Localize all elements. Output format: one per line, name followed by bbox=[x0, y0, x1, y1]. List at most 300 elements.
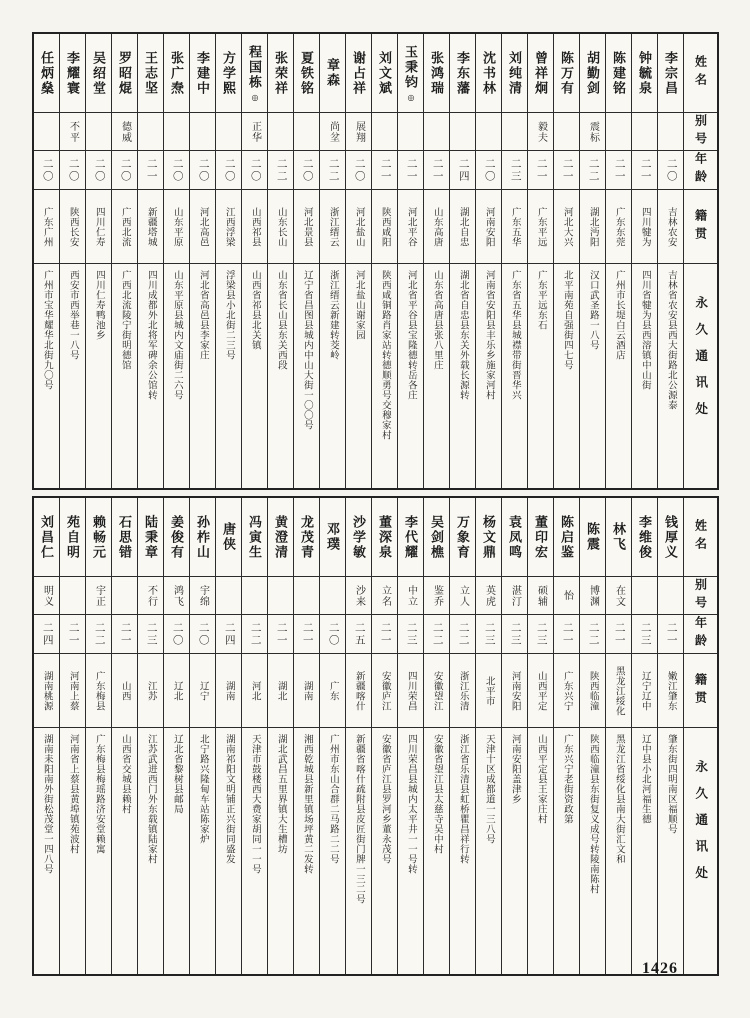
person-address: 天津市鼓楼西大费家胡同一一号 bbox=[249, 734, 260, 874]
person-address: 安徽省庐江县罗河乡董永茂号 bbox=[379, 734, 390, 864]
person-origin: 广东广州 bbox=[41, 206, 52, 247]
person-alias: 硕辅 bbox=[535, 584, 547, 607]
person-address-cell bbox=[528, 727, 553, 974]
person-age-cell bbox=[216, 150, 241, 189]
person-age: 二〇 bbox=[197, 157, 209, 183]
person-age-cell bbox=[554, 614, 579, 653]
person-age-cell bbox=[112, 150, 137, 189]
person-alias-cell bbox=[112, 112, 137, 150]
person-origin: 湖南 bbox=[223, 680, 234, 701]
person-origin-cell bbox=[606, 189, 631, 263]
person-address-cell bbox=[398, 727, 423, 974]
person-origin-cell bbox=[112, 653, 137, 727]
person-name: 张鸿瑞 bbox=[429, 50, 444, 96]
person-origin: 四川仁寿 bbox=[93, 206, 104, 247]
person-age-cell bbox=[528, 614, 553, 653]
person-alias-cell bbox=[580, 576, 605, 614]
person-age-cell bbox=[294, 614, 319, 653]
person-address-cell bbox=[372, 727, 397, 974]
person-alias-cell bbox=[242, 576, 267, 614]
bottom-registry-table bbox=[32, 496, 719, 976]
person-origin: 江苏 bbox=[145, 680, 156, 701]
person-alias-cell bbox=[450, 576, 475, 614]
person-name-cell bbox=[112, 498, 137, 576]
person-column bbox=[501, 498, 527, 974]
header-origin-label-cell bbox=[684, 189, 717, 263]
person-name: 张荣祥 bbox=[273, 50, 288, 96]
person-origin: 陕西长安 bbox=[67, 206, 78, 247]
header-origin-label-cell bbox=[684, 653, 717, 727]
person-name-cell bbox=[242, 34, 267, 112]
person-age-cell bbox=[86, 150, 111, 189]
person-address-cell bbox=[86, 263, 111, 488]
person-column bbox=[371, 34, 397, 488]
person-origin-cell bbox=[190, 189, 215, 263]
person-address-cell bbox=[138, 263, 163, 488]
person-age: 二一 bbox=[665, 621, 677, 647]
person-alias-cell bbox=[398, 112, 423, 150]
person-age-cell bbox=[190, 614, 215, 653]
page-number: 1426 bbox=[642, 960, 678, 977]
person-origin-cell bbox=[86, 189, 111, 263]
person-age-cell bbox=[476, 150, 501, 189]
person-age-cell bbox=[320, 150, 345, 189]
person-address: 汉口武圣路一八号 bbox=[587, 270, 598, 350]
person-origin-cell bbox=[294, 189, 319, 263]
person-alias-cell bbox=[190, 576, 215, 614]
person-address: 广东梅县梅瑶路济安堂赖寓 bbox=[93, 734, 104, 854]
person-origin-cell bbox=[528, 653, 553, 727]
person-age-cell bbox=[112, 614, 137, 653]
header-origin-label: 籍贯 bbox=[693, 208, 708, 245]
person-address-cell bbox=[60, 263, 85, 488]
person-name-cell bbox=[242, 498, 267, 576]
person-origin: 北平市 bbox=[483, 675, 494, 706]
person-name: 吴剑樵 bbox=[429, 514, 444, 560]
person-origin: 河北 bbox=[249, 680, 260, 701]
person-name: 任炳燊 bbox=[39, 50, 54, 96]
person-age-cell bbox=[528, 150, 553, 189]
person-origin-cell bbox=[424, 653, 449, 727]
person-name-cell bbox=[658, 34, 683, 112]
person-origin-cell bbox=[320, 653, 345, 727]
person-address: 湖南耒阳南外街松茂堂一四八号 bbox=[41, 734, 52, 874]
person-name: 陈启鉴 bbox=[559, 514, 574, 560]
person-address: 江苏武进西门外东载镇陆家村 bbox=[145, 734, 156, 864]
person-alias-cell bbox=[86, 112, 111, 150]
person-origin: 山东高唐 bbox=[431, 206, 442, 247]
person-address: 河南省安阳县丰乐乡施家河村 bbox=[483, 270, 494, 400]
person-age-cell bbox=[268, 614, 293, 653]
person-column bbox=[319, 498, 345, 974]
person-age: 二二 bbox=[275, 157, 287, 183]
person-name-cell bbox=[60, 498, 85, 576]
person-name: 刘文斌 bbox=[377, 50, 392, 96]
header-age-label: 年龄 bbox=[693, 616, 708, 652]
person-name: 刘昌仁 bbox=[39, 514, 54, 560]
person-name: 石思错 bbox=[117, 514, 132, 560]
person-age: 二五 bbox=[353, 621, 365, 647]
header-address-label: 永久通讯处 bbox=[693, 760, 708, 893]
person-origin: 四川犍为 bbox=[639, 206, 650, 247]
person-column bbox=[137, 34, 163, 488]
person-alias-cell bbox=[320, 112, 345, 150]
person-column bbox=[345, 34, 371, 488]
person-address: 北平南苑自强街四七号 bbox=[561, 270, 572, 370]
person-origin-cell bbox=[502, 189, 527, 263]
person-name-cell bbox=[346, 498, 371, 576]
person-alias-cell bbox=[60, 576, 85, 614]
person-origin-cell bbox=[112, 189, 137, 263]
person-age-cell bbox=[606, 614, 631, 653]
person-age-cell bbox=[450, 614, 475, 653]
person-name: 龙茂青 bbox=[299, 514, 314, 560]
person-origin: 江西浮梁 bbox=[223, 206, 234, 247]
person-age-cell bbox=[476, 614, 501, 653]
person-address: 浙江缙云新建转茭岭 bbox=[327, 270, 338, 360]
person-origin: 辽宁 bbox=[197, 680, 208, 701]
person-age: 二一 bbox=[405, 157, 417, 183]
person-origin-cell bbox=[554, 189, 579, 263]
person-name: 沈书林 bbox=[481, 50, 496, 96]
person-name: 李建中 bbox=[195, 50, 210, 96]
person-name-cell bbox=[294, 34, 319, 112]
person-name: 万象育 bbox=[455, 514, 470, 560]
person-column bbox=[163, 34, 189, 488]
person-column bbox=[371, 498, 397, 974]
person-address-cell bbox=[60, 727, 85, 974]
person-origin: 四川荣昌 bbox=[405, 670, 416, 711]
person-origin: 湖南桃源 bbox=[41, 670, 52, 711]
person-origin-cell bbox=[424, 189, 449, 263]
person-alias: 不行 bbox=[145, 584, 157, 607]
person-column bbox=[475, 34, 501, 488]
person-name: 李维俊 bbox=[637, 514, 652, 560]
person-age: 二三 bbox=[509, 621, 521, 647]
person-name-cell bbox=[502, 34, 527, 112]
person-age: 二三 bbox=[639, 621, 651, 647]
person-origin: 湖北沔阳 bbox=[587, 206, 598, 247]
person-alias-cell bbox=[658, 112, 683, 150]
person-address-cell bbox=[86, 727, 111, 974]
person-origin: 吉林农安 bbox=[665, 206, 676, 247]
person-name: 沙学敏 bbox=[351, 514, 366, 560]
person-age-cell bbox=[138, 614, 163, 653]
person-alias-cell bbox=[268, 576, 293, 614]
person-column bbox=[475, 498, 501, 974]
person-address-cell bbox=[450, 727, 475, 974]
person-address: 浙江省乐清县虹桥瞿昌祥行转 bbox=[457, 734, 468, 864]
person-address: 四川荣昌县城内太平井一一号转 bbox=[405, 734, 416, 874]
person-name: 陆秉章 bbox=[143, 514, 158, 560]
person-address: 辽北省黎树县邮局 bbox=[171, 734, 182, 814]
person-address-cell bbox=[632, 727, 657, 974]
person-age: 二一 bbox=[613, 157, 625, 183]
person-column bbox=[241, 498, 267, 974]
person-name: 冯寅生 bbox=[247, 514, 262, 560]
person-origin: 湖北自忠 bbox=[457, 206, 468, 247]
person-address-cell bbox=[398, 263, 423, 488]
person-address-cell bbox=[320, 727, 345, 974]
person-address: 陕西临潼县东街复义成号转陵南陈村 bbox=[587, 734, 598, 894]
person-name-cell bbox=[164, 498, 189, 576]
person-age-cell bbox=[164, 614, 189, 653]
person-address: 湘西乾城县新里镇场坪黄二发转 bbox=[301, 734, 312, 874]
person-alias-cell bbox=[346, 576, 371, 614]
header-alias-label: 别号 bbox=[693, 577, 708, 614]
person-alias: 湛汀 bbox=[509, 584, 521, 607]
person-origin-cell bbox=[476, 653, 501, 727]
person-name-cell bbox=[190, 34, 215, 112]
person-column bbox=[397, 34, 423, 488]
person-age: 二〇 bbox=[353, 157, 365, 183]
person-alias-cell bbox=[294, 576, 319, 614]
person-address: 山西省交城县赖村 bbox=[119, 734, 130, 814]
person-address: 西安市西举巷一八号 bbox=[67, 270, 78, 360]
person-address-cell bbox=[476, 727, 501, 974]
person-origin: 广西北流 bbox=[119, 206, 130, 247]
person-origin: 浙江乐清 bbox=[457, 670, 468, 711]
person-column bbox=[34, 498, 59, 974]
person-age: 二〇 bbox=[483, 157, 495, 183]
person-alias-cell bbox=[216, 576, 241, 614]
person-origin: 山东平原 bbox=[171, 206, 182, 247]
person-age: 二〇 bbox=[171, 621, 183, 647]
person-alias-cell bbox=[632, 576, 657, 614]
person-origin-cell bbox=[606, 653, 631, 727]
person-name-cell bbox=[138, 34, 163, 112]
person-column bbox=[293, 498, 319, 974]
person-age: 二三 bbox=[535, 621, 547, 647]
person-address: 四川省犍为县西溶镇中山街 bbox=[639, 270, 650, 390]
person-name-cell bbox=[632, 34, 657, 112]
header-name-label-cell bbox=[684, 34, 717, 112]
person-origin-cell bbox=[60, 189, 85, 263]
person-address-cell bbox=[476, 263, 501, 488]
person-column bbox=[397, 498, 423, 974]
person-name: 李代耀 bbox=[403, 514, 418, 560]
person-alias: 德威 bbox=[119, 120, 131, 143]
person-column bbox=[345, 498, 371, 974]
person-origin-cell bbox=[242, 189, 267, 263]
person-alias-cell bbox=[320, 576, 345, 614]
person-address-cell bbox=[554, 727, 579, 974]
person-address: 四川仁寿鸭池乡 bbox=[93, 270, 104, 340]
person-name-cell bbox=[34, 498, 59, 576]
person-alias: 英虎 bbox=[483, 584, 495, 607]
person-address-cell bbox=[606, 263, 631, 488]
person-name-cell bbox=[450, 498, 475, 576]
person-age-cell bbox=[632, 614, 657, 653]
person-origin: 河北盐山 bbox=[353, 206, 364, 247]
person-address-cell bbox=[580, 727, 605, 974]
person-name: 杨文鼎 bbox=[481, 514, 496, 560]
person-age: 二〇 bbox=[197, 621, 209, 647]
person-address-cell bbox=[34, 263, 59, 488]
person-origin-cell bbox=[502, 653, 527, 727]
person-origin-cell bbox=[268, 653, 293, 727]
person-address-cell bbox=[34, 727, 59, 974]
person-column bbox=[111, 34, 137, 488]
person-age-cell bbox=[34, 614, 59, 653]
person-address: 湖北省自忠县东关外载长源转 bbox=[457, 270, 468, 400]
person-age-cell bbox=[632, 150, 657, 189]
person-address: 天津十区成都道一三八号 bbox=[483, 734, 494, 844]
person-column bbox=[189, 498, 215, 974]
person-alias-cell bbox=[294, 112, 319, 150]
person-address: 湖北武昌五里界镇大生槽坊 bbox=[275, 734, 286, 854]
person-name: 钟毓泉 bbox=[637, 50, 652, 96]
person-origin-cell bbox=[34, 189, 59, 263]
person-alias: 震标 bbox=[587, 120, 599, 143]
person-alias-cell bbox=[580, 112, 605, 150]
person-origin: 湖北 bbox=[275, 680, 286, 701]
person-name: 赖畅元 bbox=[91, 514, 106, 560]
person-age: 二三 bbox=[145, 621, 157, 647]
person-age-cell bbox=[450, 150, 475, 189]
person-address-cell bbox=[424, 263, 449, 488]
person-age: 二〇 bbox=[223, 157, 235, 183]
person-column bbox=[267, 34, 293, 488]
person-age: 二一 bbox=[613, 621, 625, 647]
person-name-cell bbox=[320, 34, 345, 112]
person-alias-cell bbox=[164, 576, 189, 614]
person-address-cell bbox=[112, 263, 137, 488]
person-age-cell bbox=[346, 150, 371, 189]
person-name: 林飞 bbox=[611, 522, 626, 552]
person-age: 二二 bbox=[93, 621, 105, 647]
person-origin: 广东东莞 bbox=[613, 206, 624, 247]
person-address: 河北盐山谢家园 bbox=[353, 270, 364, 340]
person-age: 二〇 bbox=[67, 157, 79, 183]
person-alias-cell bbox=[554, 576, 579, 614]
person-age: 二一 bbox=[535, 157, 547, 183]
person-age-cell bbox=[242, 614, 267, 653]
person-address: 山西省祁县北关镇 bbox=[249, 270, 260, 350]
person-name-cell bbox=[528, 34, 553, 112]
person-address-cell bbox=[216, 263, 241, 488]
person-age: 二〇 bbox=[93, 157, 105, 183]
person-address-cell bbox=[294, 263, 319, 488]
person-origin: 辽北 bbox=[171, 680, 182, 701]
person-name: 姜俊有 bbox=[169, 514, 184, 560]
person-alias-cell bbox=[372, 576, 397, 614]
person-name: 吴绍堂 bbox=[91, 50, 106, 96]
person-column bbox=[657, 34, 683, 488]
person-address-cell bbox=[242, 727, 267, 974]
person-origin-cell bbox=[216, 653, 241, 727]
header-address-label: 永久通讯处 bbox=[693, 296, 708, 429]
person-origin-cell bbox=[190, 653, 215, 727]
person-origin-cell bbox=[632, 653, 657, 727]
person-age-cell bbox=[554, 150, 579, 189]
person-alias-cell bbox=[112, 576, 137, 614]
person-address-cell bbox=[190, 263, 215, 488]
header-name-label: 姓名 bbox=[693, 55, 708, 91]
person-alias: 在文 bbox=[613, 584, 625, 607]
person-age-cell bbox=[502, 614, 527, 653]
person-origin: 浙江缙云 bbox=[327, 206, 338, 247]
person-name: 方学熙 bbox=[221, 50, 236, 96]
person-age-cell bbox=[424, 614, 449, 653]
person-age: 二〇 bbox=[119, 157, 131, 183]
person-column bbox=[579, 34, 605, 488]
person-alias-cell bbox=[554, 112, 579, 150]
person-age: 二二 bbox=[457, 621, 469, 647]
person-name-cell bbox=[34, 34, 59, 112]
header-age-label-cell bbox=[684, 150, 717, 189]
person-address-cell bbox=[268, 263, 293, 488]
person-age-cell bbox=[372, 150, 397, 189]
person-age: 二二 bbox=[327, 157, 339, 183]
person-name-cell bbox=[606, 498, 631, 576]
person-age: 二一 bbox=[561, 157, 573, 183]
person-origin-cell bbox=[372, 653, 397, 727]
person-age: 二四 bbox=[223, 621, 235, 647]
person-age-cell bbox=[294, 150, 319, 189]
person-address: 广东兴宁老街资政第 bbox=[561, 734, 572, 824]
person-name: 黄澄清 bbox=[273, 514, 288, 560]
person-name: 玉秉钧◎ bbox=[403, 44, 418, 102]
person-alias-cell bbox=[424, 112, 449, 150]
person-name-cell bbox=[216, 498, 241, 576]
person-name: 董印宏 bbox=[533, 514, 548, 560]
person-name-cell bbox=[554, 34, 579, 112]
person-age-cell bbox=[164, 150, 189, 189]
person-column bbox=[423, 498, 449, 974]
person-age-cell bbox=[216, 614, 241, 653]
person-column bbox=[85, 34, 111, 488]
person-column bbox=[553, 34, 579, 488]
person-origin: 广东梅县 bbox=[93, 670, 104, 711]
person-address-cell bbox=[164, 263, 189, 488]
person-age-cell bbox=[372, 614, 397, 653]
person-alias-cell bbox=[268, 112, 293, 150]
person-name: 苑自明 bbox=[65, 514, 80, 560]
person-address-cell bbox=[502, 263, 527, 488]
person-address: 安徽省望江县太慈寺吴中村 bbox=[431, 734, 442, 854]
person-age: 二一 bbox=[561, 621, 573, 647]
annotation-mark-icon: ◎ bbox=[250, 91, 259, 102]
person-column bbox=[241, 34, 267, 488]
person-age: 二二 bbox=[587, 157, 599, 183]
person-alias-cell bbox=[138, 576, 163, 614]
person-name-cell bbox=[86, 34, 111, 112]
person-origin: 广东 bbox=[327, 680, 338, 701]
person-column bbox=[631, 34, 657, 488]
person-age: 二三 bbox=[405, 621, 417, 647]
person-column bbox=[527, 34, 553, 488]
person-origin: 陕西临潼 bbox=[587, 670, 598, 711]
person-alias-cell bbox=[34, 576, 59, 614]
person-origin-cell bbox=[346, 653, 371, 727]
header-alias-label-cell bbox=[684, 112, 717, 150]
person-origin-cell bbox=[450, 653, 475, 727]
person-age-cell bbox=[606, 150, 631, 189]
person-alias-cell bbox=[372, 112, 397, 150]
person-name-cell bbox=[164, 34, 189, 112]
person-name-cell bbox=[580, 498, 605, 576]
person-age: 二二 bbox=[249, 621, 261, 647]
person-alias: 明义 bbox=[41, 584, 53, 607]
header-alias-label: 别号 bbox=[693, 113, 708, 150]
person-address-cell bbox=[112, 727, 137, 974]
person-address: 河南安阳盖津乡 bbox=[509, 734, 520, 804]
person-address: 山东省长山县东关西段 bbox=[275, 270, 286, 370]
person-origin-cell bbox=[398, 653, 423, 727]
person-address-cell bbox=[554, 263, 579, 488]
header-alias-label-cell bbox=[684, 576, 717, 614]
